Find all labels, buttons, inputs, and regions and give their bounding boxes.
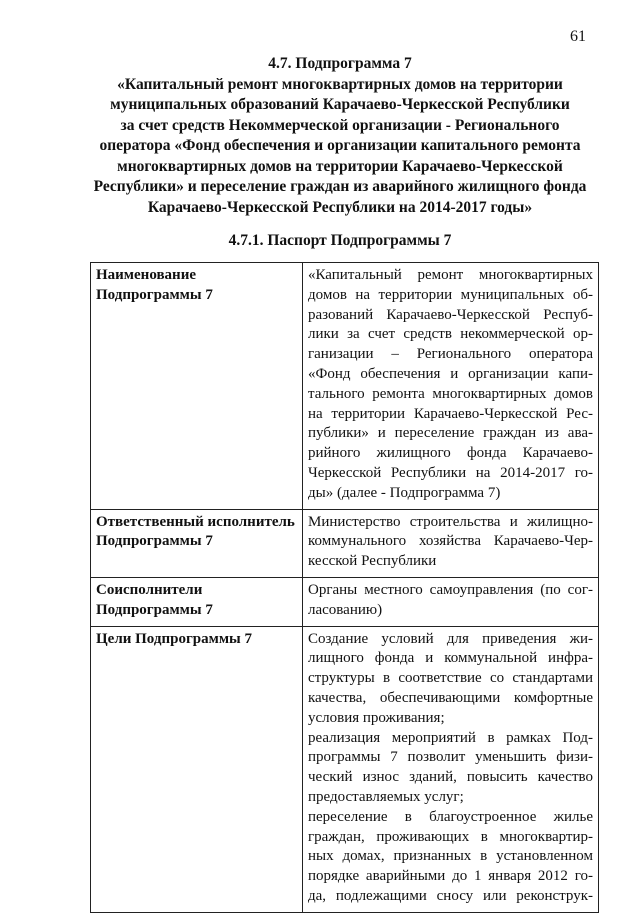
value-line: переселение в благоустроенное жилье [308, 808, 593, 825]
value-line: да, подлежащими сносу или реконструк- [308, 887, 593, 904]
value-line: рийного жилищного фонда Карачаево- [308, 445, 593, 462]
value-line: на территории Карачаево-Черкесской Рес- [308, 405, 593, 422]
heading-line: оператора «Фонд обеспечения и организации капитального ремонта [99, 137, 581, 154]
passport-table [90, 262, 599, 913]
value-line: реализация мероприятий в рамках Под- [308, 729, 593, 746]
value-line: разований Карачаево-Черкесской Респуб- [308, 306, 593, 323]
value-line: домов на территории муниципальных об- [308, 286, 593, 303]
row-value [303, 509, 599, 577]
value-line: ды» (далее - Подпрограмма 7) [308, 484, 501, 501]
value-line: ласованию) [308, 601, 383, 618]
heading-line: за счет средств Некоммерческой организации - Регионального [120, 116, 560, 134]
row-value [303, 626, 599, 912]
label-line: Подпрограммы 7 [96, 601, 213, 618]
table-row [91, 509, 599, 577]
label-line: Подпрограммы 7 [96, 533, 213, 550]
heading-line: 4.7. Подпрограмма 7 [268, 55, 412, 72]
value-line: Черкесской Республики на 2014-2017 го- [308, 464, 593, 481]
subprogram-heading [80, 54, 600, 218]
row-value [303, 577, 599, 626]
value-line: «Капитальный ремонт многоквартирных [308, 267, 593, 283]
value-line: ческий износ зданий, повысить качество [308, 769, 593, 786]
value-line: «Фонд обеспечения и организации капи- [308, 365, 593, 382]
value-line: ганизации – Регионального оператора [308, 346, 593, 363]
passport-title: 4.7.1. Паспорт Подпрограммы 7 [228, 232, 452, 249]
label-line: Подпрограммы 7 [96, 286, 213, 303]
row-value [303, 263, 599, 510]
value-line: ных домах, признанных в установленном [308, 848, 593, 865]
label-line: Наименование [96, 267, 196, 283]
table-row [91, 626, 599, 912]
value-line: условия проживания; [308, 709, 445, 726]
heading-line: Карачаево-Черкесской Республики на 2014-2017 годы» [147, 198, 533, 216]
row-label [91, 577, 303, 626]
label-line: Ответственный исполнитель [96, 513, 295, 530]
heading-line: муниципальных образований Карачаево-Черкесской Республики [110, 96, 570, 113]
heading-line: «Капитальный ремонт многоквартирных домов на территории [117, 75, 563, 93]
value-line: лищного фонда и коммунальной инфра- [308, 650, 593, 667]
value-line: кесской Республики [308, 553, 437, 570]
value-line: качества, обеспечивающими комфортные [308, 689, 593, 706]
table-row [91, 577, 599, 626]
heading-line: Республики» и переселение граждан из аварийного жилищного фонда [93, 178, 587, 195]
row-label [91, 626, 303, 912]
value-line: программы 7 позволит уменьшить физи- [308, 749, 593, 766]
value-line: лики за счет средств некоммерческой ор- [308, 326, 593, 343]
value-line: структуры в соответствие со стандартами [308, 670, 593, 687]
value-line: порядке аварийными до 1 января 2012 го- [308, 868, 593, 885]
row-label [91, 263, 303, 510]
value-line: предоставляемых услуг; [308, 788, 464, 805]
value-line: коммунального хозяйства Карачаево-Чер- [308, 533, 593, 550]
value-line: публики» и переселение граждан из ава- [308, 425, 593, 442]
page-number: 61 [570, 28, 586, 45]
value-line: тального ремонта многоквартирных домов [308, 385, 593, 402]
label-line: Соисполнители [96, 581, 203, 598]
value-line: Создание условий для приведения жи- [308, 630, 593, 647]
row-label [91, 509, 303, 577]
heading-line: многоквартирных домов на территории Карачаево-Черкесской [117, 157, 563, 175]
table-row [91, 263, 599, 510]
label-line: Цели Подпрограммы 7 [96, 630, 252, 647]
value-line: Министерство строительства и жилищно- [308, 513, 593, 530]
value-line: Органы местного самоуправления (по сог- [308, 581, 593, 598]
value-line: граждан, проживающих в многоквартир- [308, 828, 593, 845]
